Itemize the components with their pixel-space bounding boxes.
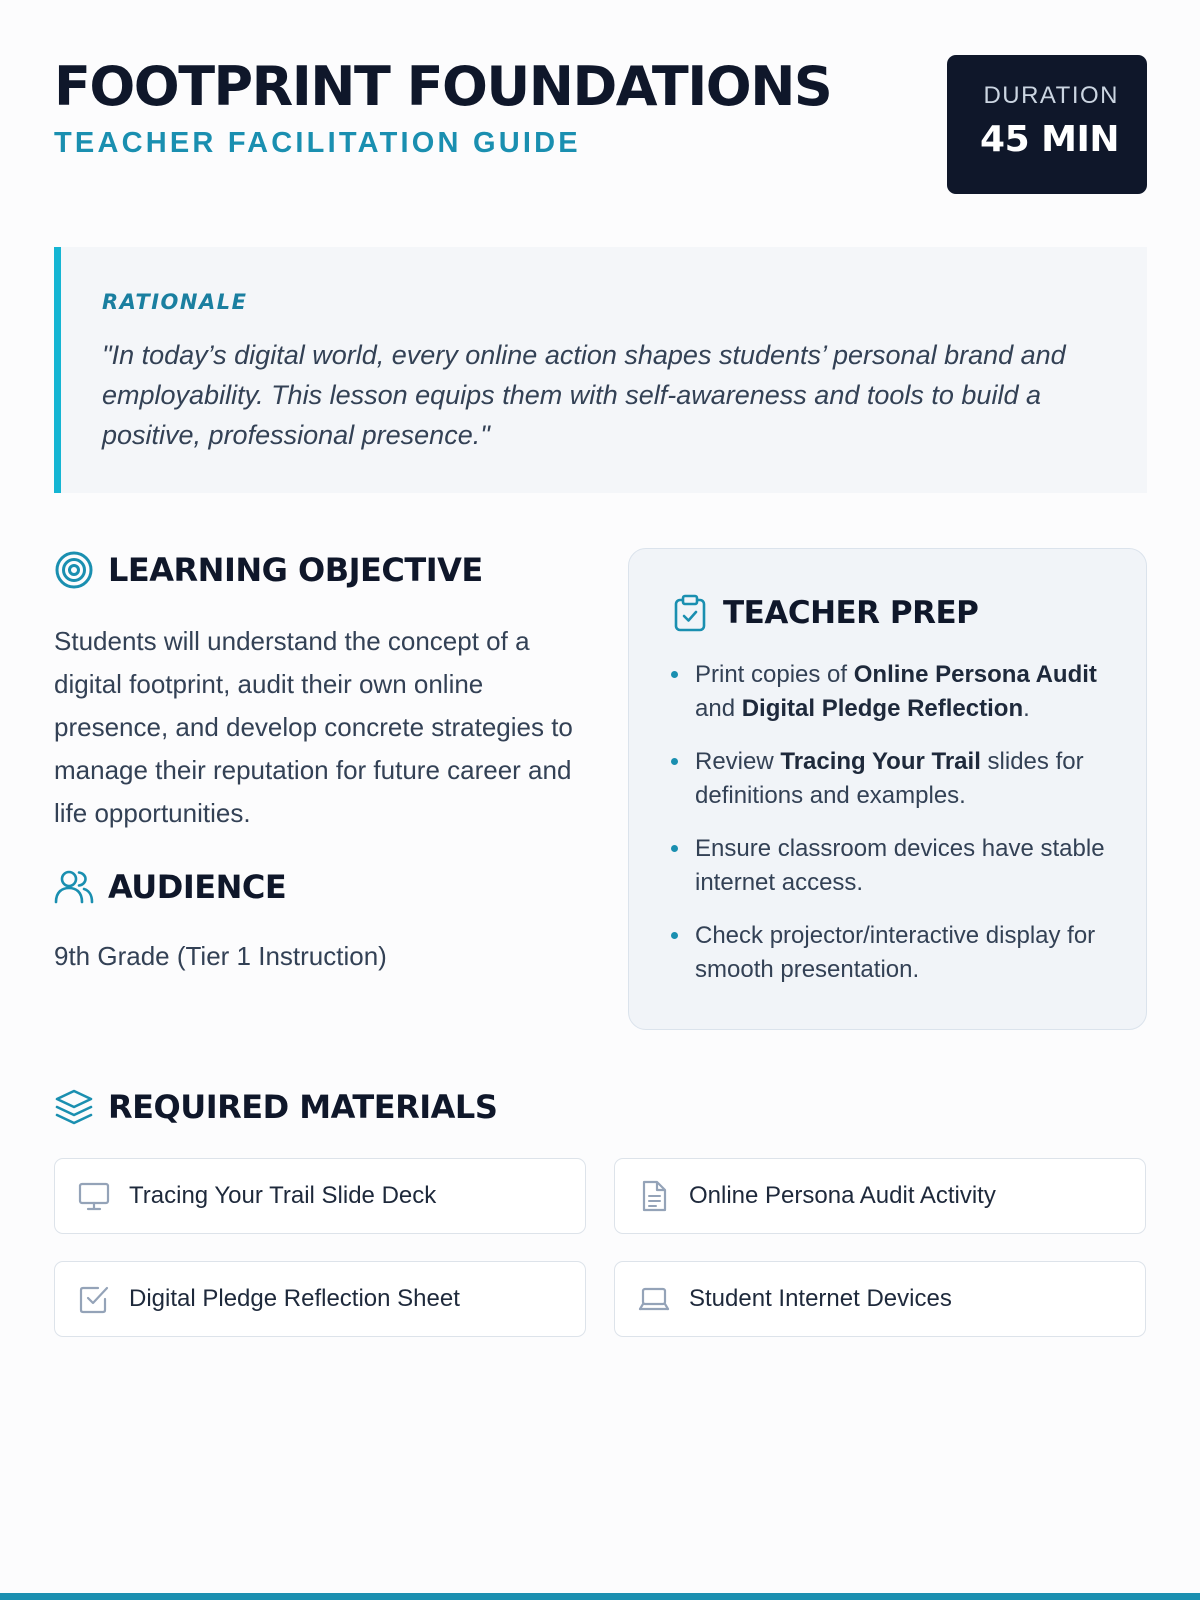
bullet-dot xyxy=(671,671,678,678)
teacher-prep-card xyxy=(628,548,1147,1030)
objective-title: LEARNING OBJECTIVE xyxy=(108,551,483,589)
teacher-prep-item xyxy=(671,745,1106,813)
prep-item-text: . xyxy=(1023,695,1030,722)
teacher-prep-list xyxy=(671,658,1106,987)
material-label: Online Persona Audit Activity xyxy=(689,1182,996,1209)
rationale-quote: "In today’s digital world, every online action shapes students’ personal brand and employability. This lesson equips them with self-awareness and tools to build a positive, professional presence." xyxy=(102,340,1066,450)
bottom-accent-bar xyxy=(0,1593,1200,1600)
material-label: Tracing Your Trail Slide Deck xyxy=(129,1182,437,1209)
objective-text: Students will understand the concept of a digital footprint, audit their own online presence, and develop concrete strategies to manage their reputation for future career and life opportunities. xyxy=(54,626,573,828)
users-icon xyxy=(54,867,94,907)
teacher-prep-title: TEACHER PREP xyxy=(723,595,979,631)
material-card xyxy=(614,1158,1146,1234)
prep-item-text: Review xyxy=(695,748,781,775)
target-icon xyxy=(54,550,94,590)
teacher-prep-heading xyxy=(671,593,1106,633)
prep-item-emphasis: Online Persona Audit xyxy=(853,661,1097,688)
prep-item-text: slides for definitions and examples. xyxy=(695,748,1084,809)
prep-item-text: Print copies of xyxy=(695,661,854,688)
material-label: Digital Pledge Reflection Sheet xyxy=(129,1285,460,1312)
materials-heading xyxy=(54,1087,497,1127)
duration-label: DURATION xyxy=(983,82,1119,109)
checkbox-icon xyxy=(77,1282,111,1316)
prep-item-text: Check projector/interactive display for smooth presentation. xyxy=(695,922,1096,983)
prep-item-text: Ensure classroom devices have stable internet access. xyxy=(695,835,1105,896)
material-label: Student Internet Devices xyxy=(689,1285,952,1312)
audience-heading xyxy=(54,867,286,907)
laptop-icon xyxy=(637,1282,671,1316)
header xyxy=(54,55,1147,195)
material-card xyxy=(54,1261,586,1337)
teacher-prep-item xyxy=(671,919,1106,987)
layers-icon xyxy=(54,1087,94,1127)
audience-text: 9th Grade (Tier 1 Instruction) xyxy=(54,941,387,971)
audience-title: AUDIENCE xyxy=(108,868,287,906)
bullet-dot xyxy=(671,932,678,939)
clipboard-check-icon xyxy=(671,593,709,633)
page-title: FOOTPRINT FOUNDATIONS xyxy=(54,55,832,118)
objective-heading xyxy=(54,550,483,590)
teacher-prep-item xyxy=(671,658,1106,726)
prep-item-emphasis: Tracing Your Trail xyxy=(780,748,981,775)
monitor-icon xyxy=(77,1179,111,1213)
page-subtitle: TEACHER FACILITATION GUIDE xyxy=(54,127,581,159)
bullet-dot xyxy=(671,845,678,852)
document-icon xyxy=(637,1179,671,1213)
prep-item-text: and xyxy=(695,695,742,722)
materials-title: REQUIRED MATERIALS xyxy=(108,1088,498,1126)
bullet-dot xyxy=(671,758,678,765)
teacher-prep-item xyxy=(671,832,1106,900)
rationale-label: RATIONALE xyxy=(102,290,248,314)
material-card xyxy=(614,1261,1146,1337)
material-card xyxy=(54,1158,586,1234)
duration-badge xyxy=(947,55,1147,194)
duration-value: 45 MIN xyxy=(980,119,1119,160)
rationale-block xyxy=(54,247,1147,493)
prep-item-emphasis: Digital Pledge Reflection xyxy=(741,695,1024,722)
